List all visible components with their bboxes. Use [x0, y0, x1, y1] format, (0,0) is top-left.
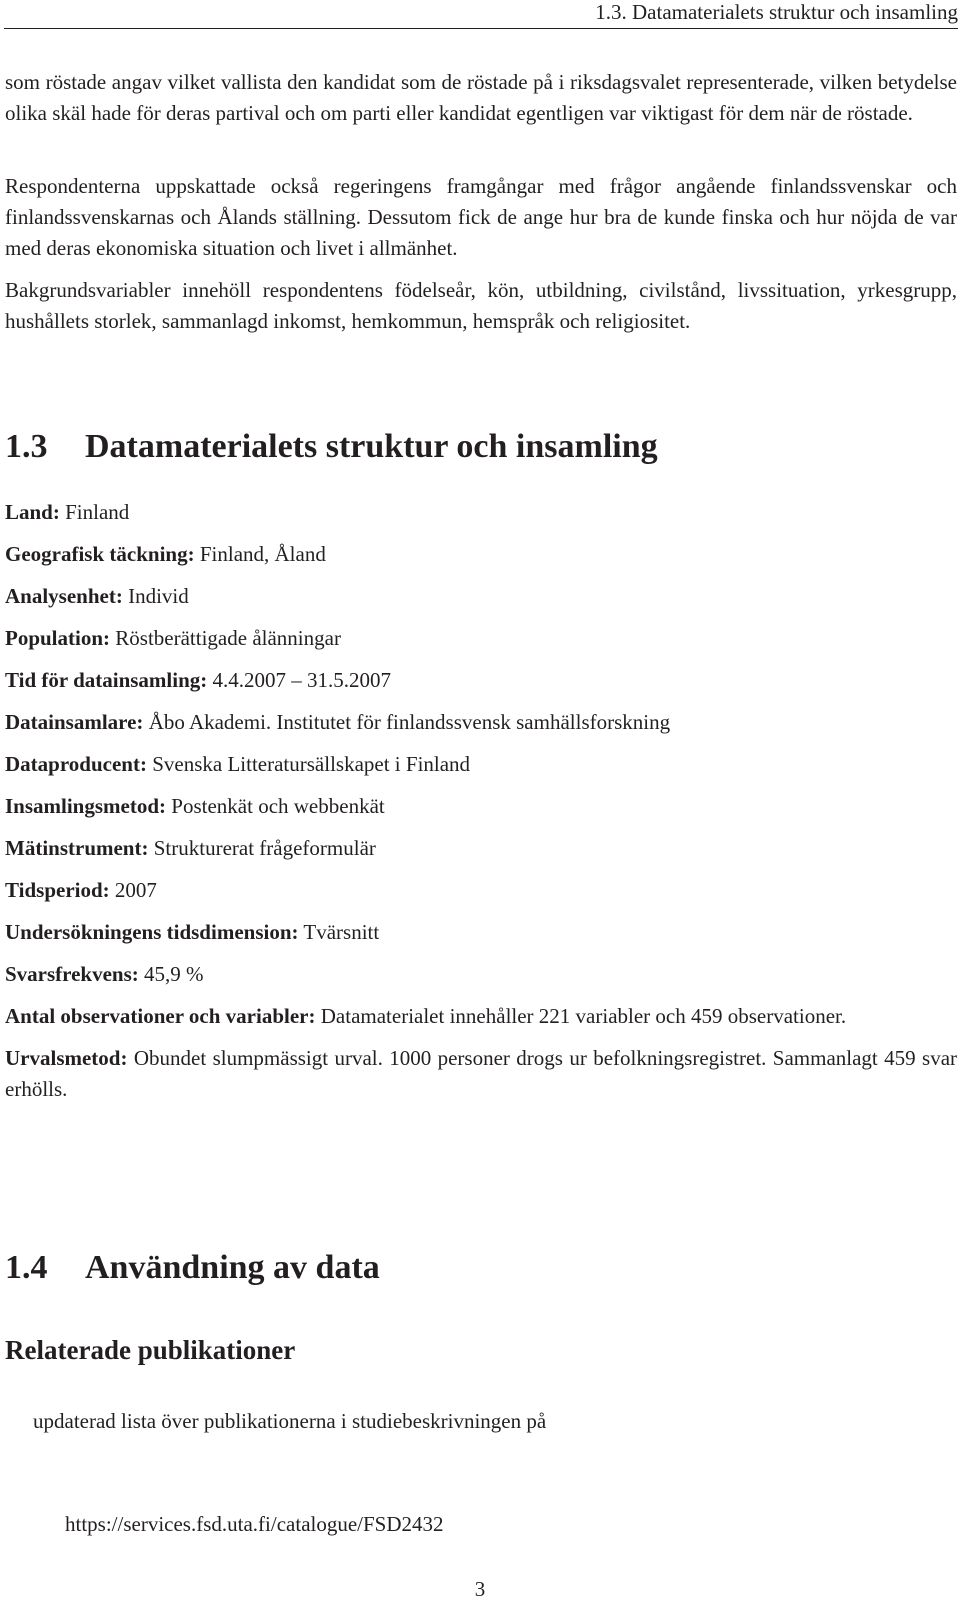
- page-number: 3: [474, 1577, 486, 1601]
- field-value: Postenkät och webbenkät: [171, 794, 385, 818]
- field-value: Finland: [65, 500, 130, 524]
- paragraph-background-variables: Bakgrundsvariabler innehöll respondentens födelseår, kön, utbildning, civilstånd, livssituation, yrkesgrupp, hushållets storlek, sammanlagd inkomst, hemkommun, hemspråk och religiositet.: [5, 278, 957, 333]
- section-heading-1-3: [5, 427, 658, 467]
- field-geographic-coverage: [5, 539, 957, 570]
- field-value: 2007: [114, 878, 157, 902]
- field-value: Individ: [128, 584, 189, 608]
- field-unit-of-analysis: [5, 581, 957, 612]
- field-value: Svenska Litteratursällskapet i Finland: [152, 752, 471, 776]
- header-rule: [4, 28, 958, 29]
- running-header: 1.3. Datamaterialets struktur och insamling: [595, 0, 958, 24]
- field-value: Åbo Akademi. Institutet för finlandssvensk samhällsforskning: [148, 710, 671, 734]
- field-value: 4.4.2007 – 31.5.2007: [212, 668, 392, 692]
- field-label: Undersökningens tidsdimension:: [5, 920, 299, 944]
- section-title: Användning av data: [85, 1249, 380, 1286]
- field-label: Datainsamlare:: [5, 710, 144, 734]
- field-label: Tid för datainsamling:: [5, 668, 208, 692]
- field-land: [5, 497, 957, 528]
- metadata-fields: [5, 497, 957, 1116]
- field-collection-method: [5, 791, 957, 822]
- field-label: Svarsfrekvens:: [5, 962, 139, 986]
- field-label: Dataproducent:: [5, 752, 147, 776]
- related-publications-heading: Relaterade publikationer: [5, 1335, 296, 1365]
- field-value: 45,9 %: [144, 962, 204, 986]
- field-instrument: [5, 833, 957, 864]
- field-response-rate: [5, 959, 957, 990]
- field-population: [5, 623, 957, 654]
- field-data-producer: [5, 749, 957, 780]
- field-value: Tvärsnitt: [303, 920, 380, 944]
- paragraph-voting: som röstade angav vilket vallista den kandidat som de röstade på i riksdagsvalet representerade, vilken betydelse olika skäl hade för deras partival och om parti eller kandidat egentligen var viktigast för dem när de röstade.: [5, 70, 957, 125]
- field-label: Tidsperiod:: [5, 878, 110, 902]
- field-label: Antal observationer och variabler:: [5, 1004, 316, 1028]
- field-time-dimension: [5, 917, 957, 948]
- section-number: 1.3: [5, 428, 48, 465]
- field-label: Mätinstrument:: [5, 836, 149, 860]
- field-label: Geografisk täckning:: [5, 542, 195, 566]
- field-time-period: [5, 875, 957, 906]
- field-data-collector: [5, 707, 957, 738]
- field-value: Röstberättigade ålänningar: [115, 626, 341, 650]
- field-observations-variables: [5, 1001, 957, 1032]
- section-title: Datamaterialets struktur och insamling: [85, 428, 658, 465]
- catalogue-link[interactable]: https://services.fsd.uta.fi/catalogue/FSD2432: [65, 1512, 444, 1536]
- field-label: Land:: [5, 500, 60, 524]
- field-label: Analysenhet:: [5, 584, 123, 608]
- related-publications-text: updaterad lista över publikationerna i studiebeskrivningen på: [33, 1409, 547, 1433]
- field-value: Datamaterialet innehåller 221 variabler och 459 observationer.: [320, 1004, 847, 1028]
- paragraph-respondents: Respondenterna uppskattade också regeringens framgångar med frågor angående finlandssvenskar och finlandssvenskarnas och Ålands ställning. Dessutom fick de ange hur bra de kunde finska och hur nöjda de var med deras ekonomiska situation och livet i allmänhet.: [5, 174, 957, 260]
- field-label: Population:: [5, 626, 111, 650]
- field-value: Obundet slumpmässigt urval. 1000 personer drogs ur befolkningsregistret. Sammanlagt 459 svar erhölls.: [5, 1046, 958, 1101]
- field-collection-time: [5, 665, 957, 696]
- section-number: 1.4: [5, 1249, 48, 1286]
- field-value: Strukturerat frågeformulär: [153, 836, 376, 860]
- field-sampling-method: [5, 1043, 957, 1105]
- section-heading-1-4: [5, 1248, 380, 1288]
- field-value: Finland, Åland: [199, 542, 326, 566]
- field-label: Insamlingsmetod:: [5, 794, 167, 818]
- field-label: Urvalsmetod:: [5, 1046, 128, 1070]
